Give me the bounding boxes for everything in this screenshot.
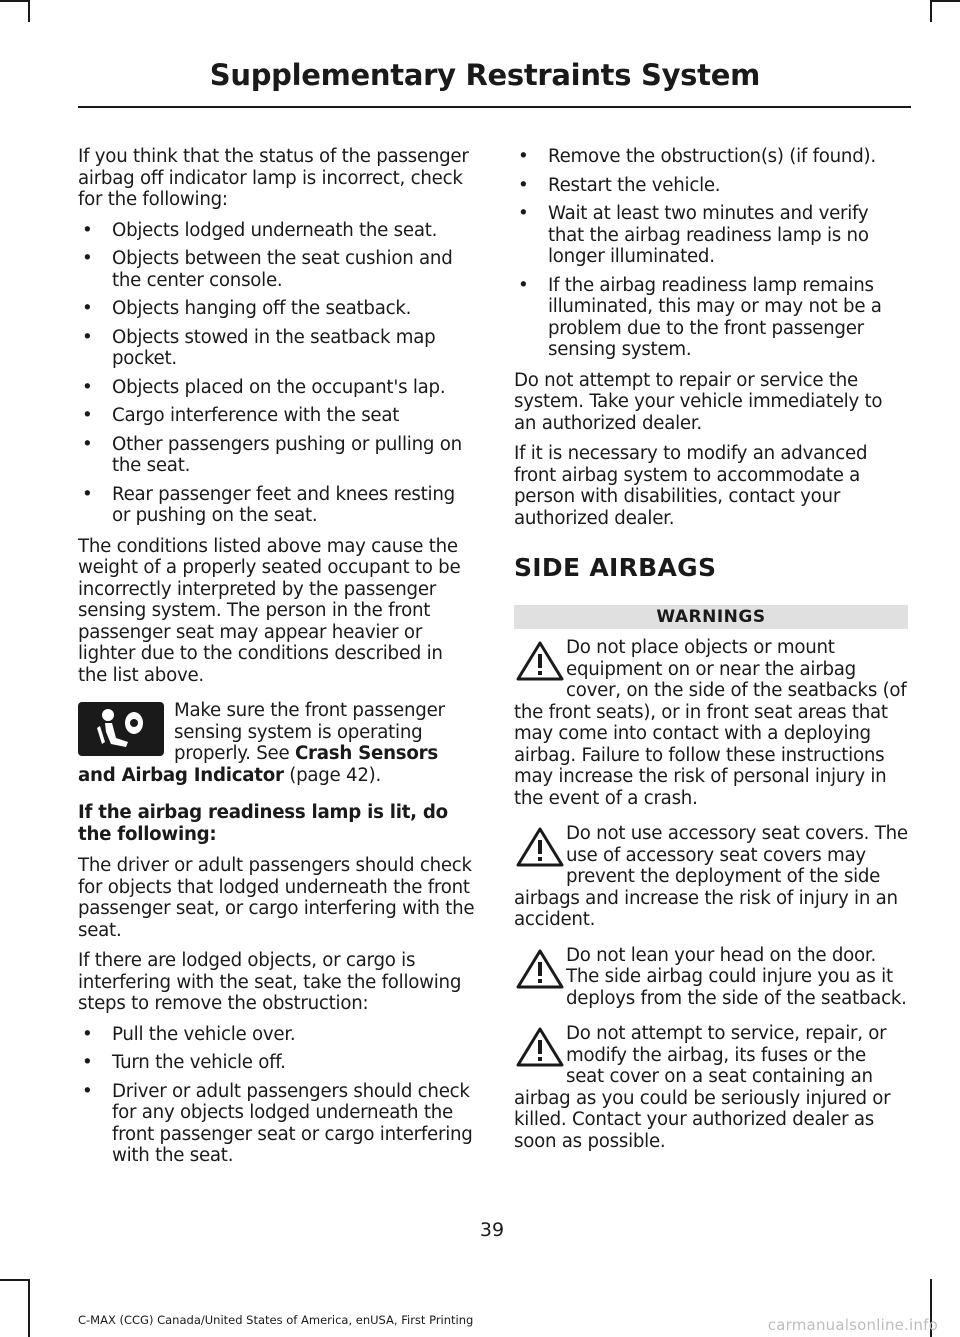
list-item: • Remove the obstruction(s) (if found). bbox=[514, 146, 908, 168]
checklist bbox=[78, 220, 476, 527]
list-item: • Turn the vehicle off. bbox=[78, 1052, 476, 1074]
steps-list bbox=[78, 1024, 476, 1167]
list-item: • Wait at least two minutes and verify that the airbag readiness lamp is no longer illuminated. bbox=[514, 203, 908, 268]
page-title: Supplementary Restraints System bbox=[209, 58, 760, 92]
warning-text: Do not use accessory seat covers. The use of accessory seat covers may prevent the deployment of the side airbags and increase the risk of injury in an accident. bbox=[514, 823, 908, 930]
list-item: • Objects hanging off the seatback. bbox=[78, 298, 476, 320]
list-item: • Restart the vehicle. bbox=[514, 175, 908, 197]
warning-item bbox=[514, 945, 908, 1010]
modify-paragraph: If it is necessary to modify an advanced front airbag system to accommodate a person with disabilities, contact your authorized dealer. bbox=[514, 443, 868, 529]
warning-triangle-icon bbox=[514, 947, 566, 991]
crop-mark bbox=[28, 0, 30, 22]
steps-list-continued bbox=[514, 146, 908, 361]
list-item: • Pull the vehicle over. bbox=[78, 1024, 476, 1046]
left-column bbox=[78, 146, 476, 1176]
service-paragraph: Do not attempt to repair or service the system. Take your vehicle immediately to an authorized dealer. bbox=[514, 369, 883, 434]
header-rule bbox=[78, 106, 911, 108]
section-title: SIDE AIRBAGS bbox=[514, 553, 717, 582]
watermark: carmanualsonline.info bbox=[767, 1316, 938, 1334]
list-item: • Objects between the seat cushion and the center console. bbox=[78, 248, 476, 291]
airbag-note bbox=[78, 700, 476, 786]
crash-sensors-link[interactable]: Crash Sensors and Airbag Indicator bbox=[78, 743, 438, 786]
crop-mark bbox=[932, 0, 960, 2]
right-column bbox=[514, 146, 908, 1166]
warning-triangle-icon bbox=[514, 825, 566, 869]
list-item: • If the airbag readiness lamp remains illuminated, this may or may not be a problem due to the front passenger sensing system. bbox=[514, 275, 908, 361]
warnings-header: WARNINGS bbox=[514, 605, 908, 630]
crop-mark bbox=[0, 0, 28, 2]
crop-mark bbox=[0, 1279, 28, 1281]
warning-item bbox=[514, 823, 908, 931]
warning-item bbox=[514, 1023, 908, 1152]
list-item: • Driver or adult passengers should check for any objects lodged underneath the front passenger seat or cargo interfering with the seat. bbox=[78, 1081, 476, 1167]
steps-intro-paragraph: If there are lodged objects, or cargo is interfering with the seat, take the following steps to remove the obstruction: bbox=[78, 950, 462, 1014]
crop-mark bbox=[28, 1279, 30, 1337]
list-item: • Other passengers pushing or pulling on the seat. bbox=[78, 434, 476, 477]
note-page-ref: (page 42). bbox=[283, 764, 382, 786]
warning-triangle-icon bbox=[514, 1025, 566, 1069]
edition-footer: C-MAX (CCG) Canada/United States of America, enUSA, First Printing bbox=[78, 1313, 474, 1327]
warning-text: Do not place objects or mount equipment on or near the airbag cover, on the side of the seatbacks (of the front seats), or in front seat areas that may come into contact with a deploying airbag. Failure to follow these instructions may increase the risk of personal injury in the event of a crash. bbox=[514, 637, 907, 809]
warning-text: Do not attempt to service, repair, or modify the airbag, its fuses or the seat cover on a seat containing an airbag as you could be seriously injured or killed. Contact your authorized dealer as soon as possible. bbox=[514, 1023, 891, 1152]
list-item: • Cargo interference with the seat bbox=[78, 405, 476, 427]
check-paragraph: The driver or adult passengers should check for objects that lodged underneath the front passenger seat, or cargo interfering with the seat. bbox=[78, 855, 475, 941]
warning-triangle-icon bbox=[514, 639, 566, 683]
airbag-icon bbox=[78, 702, 164, 756]
page-number: 39 bbox=[479, 1219, 505, 1241]
list-item: • Objects placed on the occupant's lap. bbox=[78, 377, 476, 399]
crop-mark bbox=[930, 0, 932, 22]
intro-paragraph: If you think that the status of the passenger airbag off indicator lamp is incorrect, check for the following: bbox=[78, 146, 469, 210]
list-item: • Rear passenger feet and knees resting or pushing on the seat. bbox=[78, 484, 476, 527]
section-subhead: If the airbag readiness lamp is lit, do the following: bbox=[78, 802, 448, 845]
note-text: Make sure the front passenger sensing system is operating properly. See bbox=[174, 700, 445, 764]
list-item: • Objects stowed in the seatback map pocket. bbox=[78, 327, 476, 370]
warning-item bbox=[514, 637, 908, 809]
conditions-paragraph: The conditions listed above may cause the weight of a properly seated occupant to be incorrectly interpreted by the passenger sensing system. The person in the front passenger seat may appear heavier or lighter due to the conditions described in the list above. bbox=[78, 535, 461, 686]
warning-text: Do not lean your head on the door. The side airbag could injure you as it deploys from the side of the seatback. bbox=[566, 944, 907, 1009]
list-item: • Objects lodged underneath the seat. bbox=[78, 220, 476, 242]
